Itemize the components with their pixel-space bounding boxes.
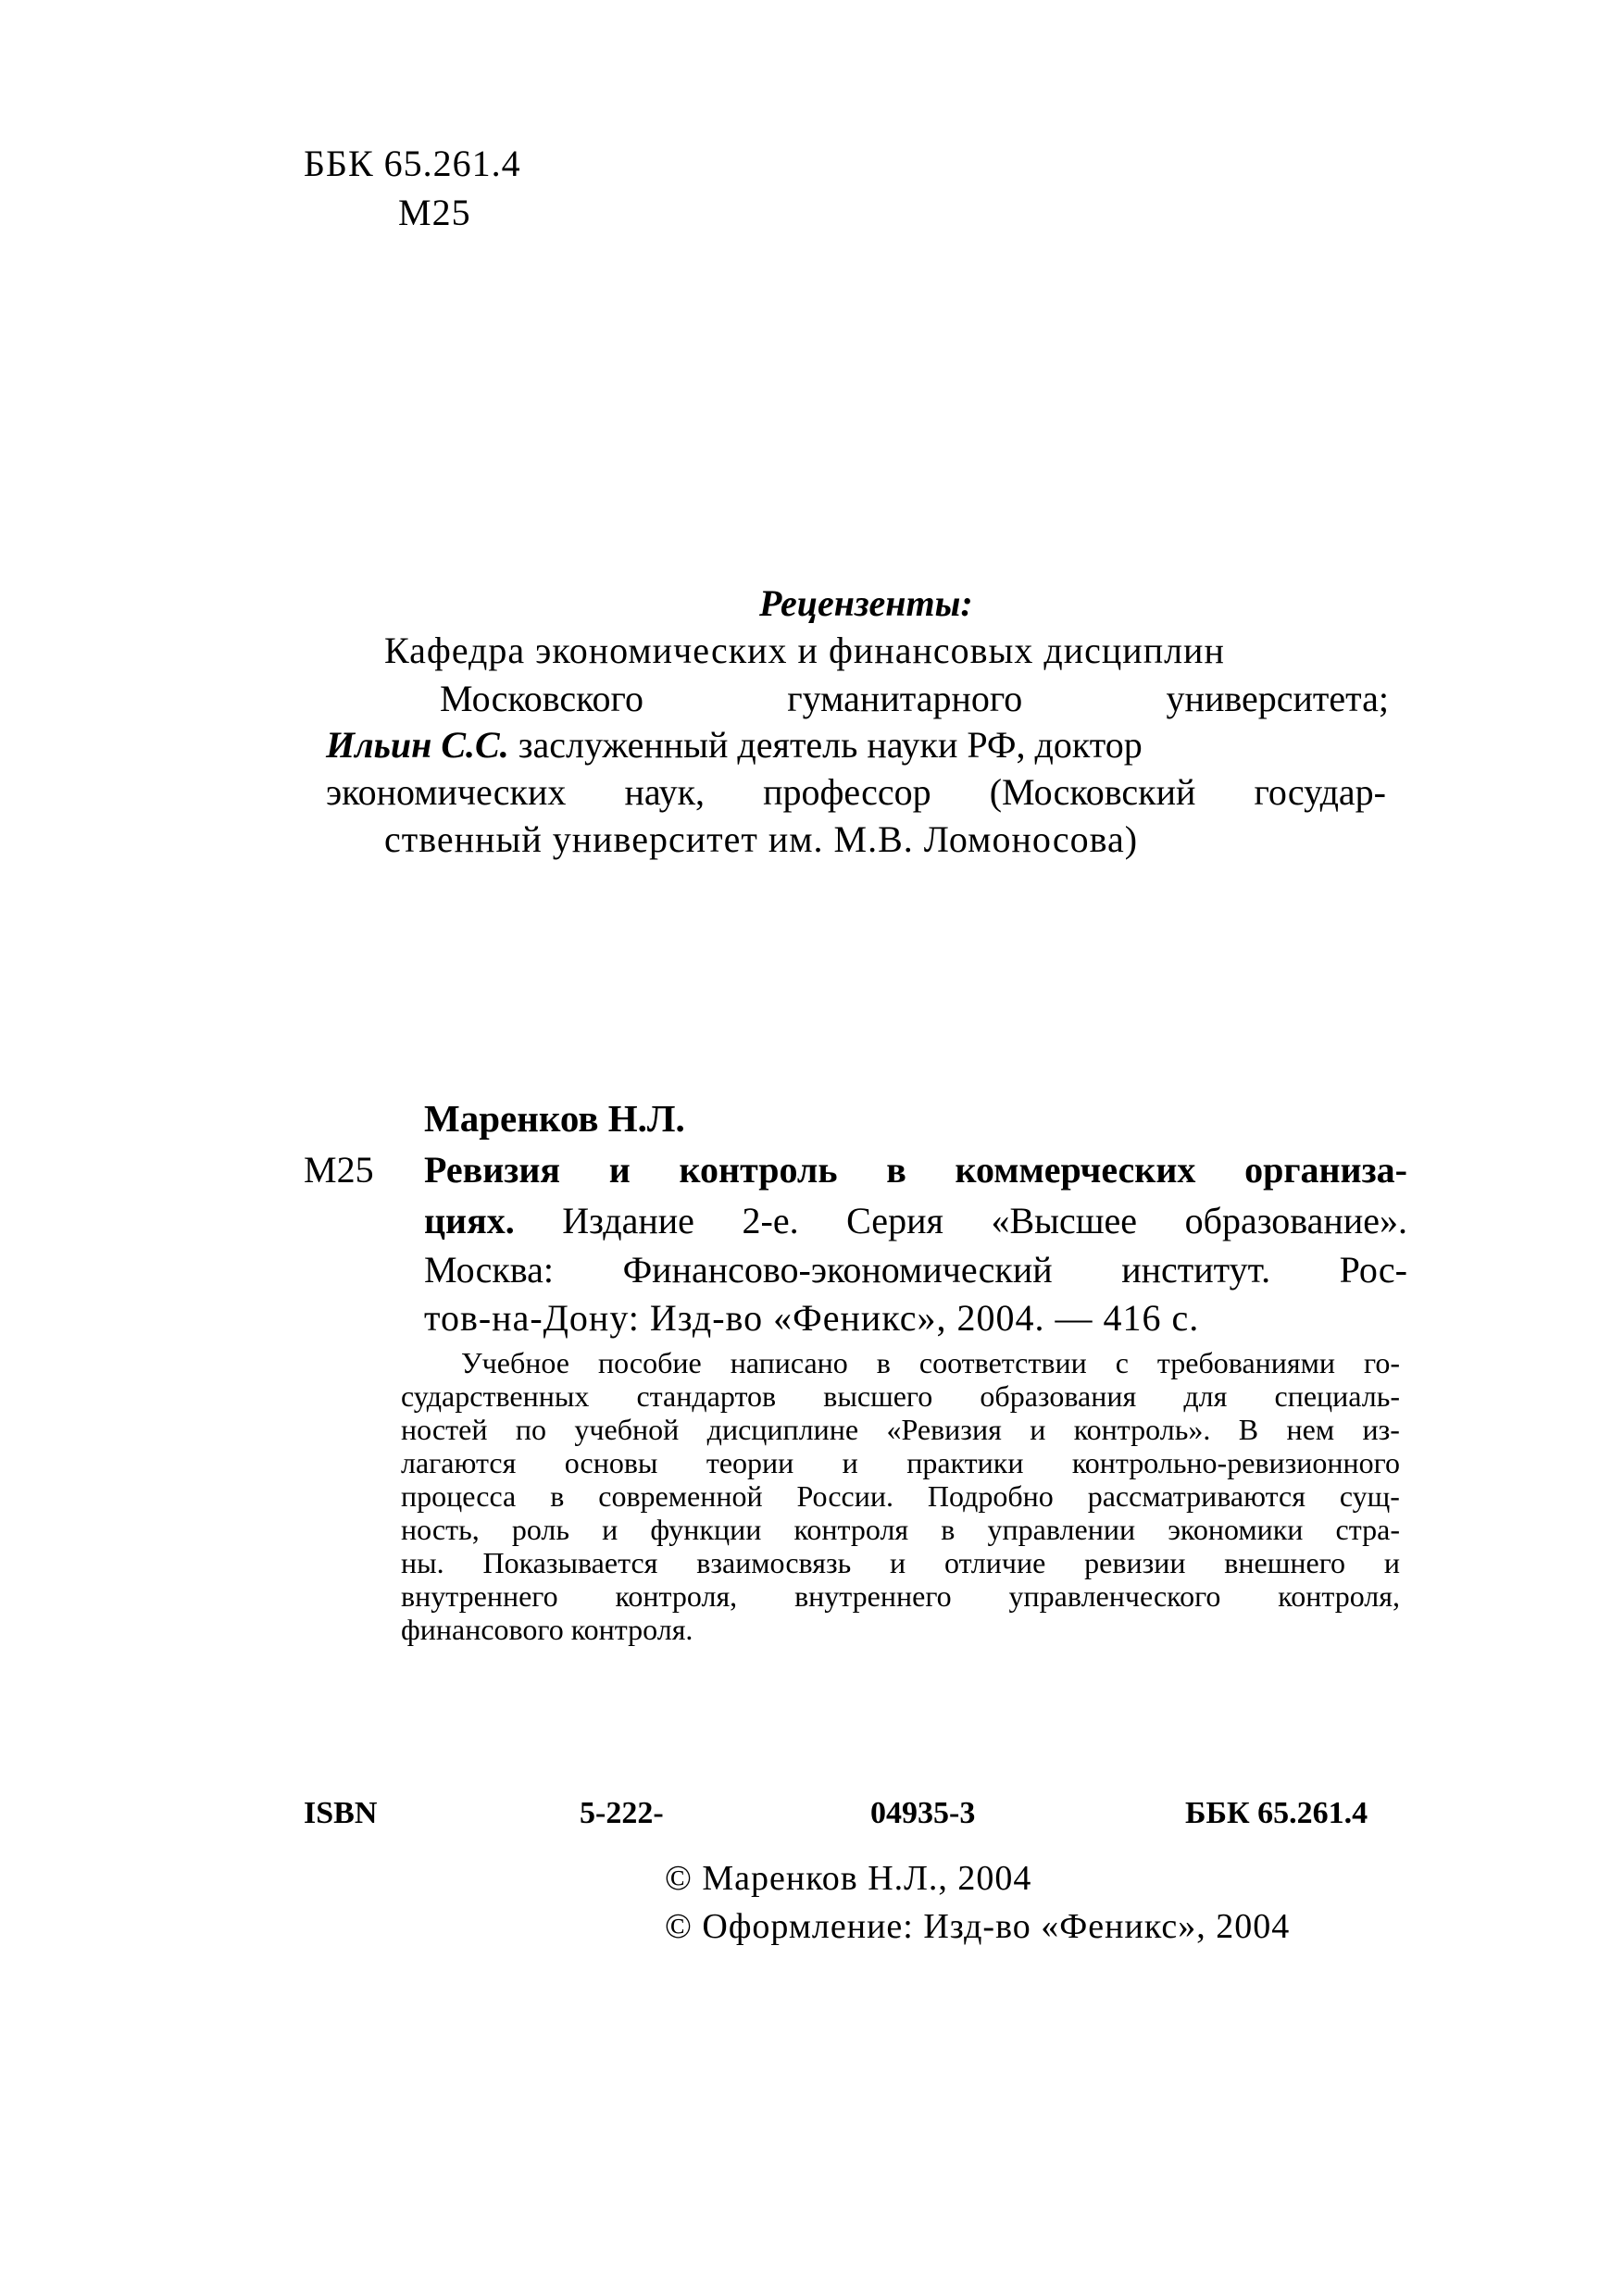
word: Серия: [846, 1200, 943, 1241]
word: организа-: [1244, 1149, 1407, 1191]
reviewers-line-3: [326, 724, 1143, 766]
word: контроль».: [1073, 1413, 1211, 1446]
copyright-design: © Оформление: Изд-во «Феникс», 2004: [665, 1907, 1291, 1946]
word: Издание: [562, 1200, 694, 1241]
annotation-line: [401, 1381, 1400, 1411]
reviewer-name: Ильин С.С.: [326, 724, 509, 766]
annotation-line: [401, 1515, 1400, 1544]
word: профессор: [763, 771, 931, 813]
word: контроля,: [615, 1579, 738, 1613]
annotation-line: финансового контроля.: [401, 1613, 693, 1646]
word: из-: [1362, 1413, 1400, 1446]
word: Финансово-экономический: [622, 1249, 1053, 1291]
isbn-label: ISBN: [304, 1796, 378, 1830]
word: и: [602, 1513, 618, 1546]
word: дисциплине: [706, 1413, 859, 1446]
annotation-line: [401, 1548, 1400, 1578]
word: образования: [980, 1379, 1137, 1413]
word: и: [890, 1546, 906, 1579]
word: Показывается: [482, 1546, 658, 1579]
word: в: [886, 1149, 906, 1191]
isbn-bbk: ББК 65.261.4: [1185, 1796, 1368, 1830]
word: циях.: [424, 1200, 515, 1241]
copyright-author: © Маренков Н.Л., 2004: [665, 1859, 1032, 1898]
book-title-line-1: [424, 1149, 1407, 1191]
reviewers-line-2: [440, 680, 1389, 717]
word: Учебное: [461, 1346, 569, 1379]
word: управленческого: [1008, 1579, 1221, 1613]
word: контроль: [679, 1149, 838, 1191]
word: институт.: [1121, 1249, 1271, 1291]
word: отличие: [944, 1546, 1046, 1579]
reviewers-title: Рецензенты:: [759, 582, 973, 624]
word: образование».: [1184, 1200, 1407, 1241]
isbn-part-1: 5-222-: [580, 1796, 664, 1830]
word: для: [1183, 1379, 1228, 1413]
word: контроля,: [1278, 1579, 1400, 1613]
word: роль: [511, 1513, 569, 1546]
word: внешнего: [1224, 1546, 1346, 1579]
word: контроля: [793, 1513, 909, 1546]
word: коммерческих: [955, 1149, 1196, 1191]
word: и: [842, 1446, 858, 1479]
annotation-line: [401, 1415, 1400, 1444]
word: управлении: [987, 1513, 1136, 1546]
word: 2-е.: [742, 1200, 799, 1241]
word: и: [1030, 1413, 1046, 1446]
word: России.: [796, 1479, 893, 1513]
publisher-line-1: [424, 1249, 1407, 1291]
annotation-line: [401, 1581, 1400, 1611]
word: современной: [598, 1479, 763, 1513]
word: лагаются: [401, 1446, 517, 1479]
word: взаимосвязь: [696, 1546, 852, 1579]
word: высшего: [823, 1379, 933, 1413]
book-title-line-2: [424, 1200, 1407, 1241]
word: в: [941, 1513, 956, 1546]
word: экономических: [326, 771, 567, 813]
word: практики: [906, 1446, 1024, 1479]
word: написано: [730, 1346, 848, 1379]
word: внутреннего: [794, 1579, 952, 1613]
reviewers-line-4: [326, 771, 1386, 813]
word: контрольно-ревизионного: [1071, 1446, 1400, 1479]
word: процесса: [401, 1479, 517, 1513]
word: с: [1115, 1346, 1129, 1379]
annotation-line: [401, 1481, 1400, 1511]
author-mark: М25: [398, 192, 471, 233]
catalog-side-code: М25: [304, 1149, 374, 1191]
word: сущ-: [1339, 1479, 1400, 1513]
word: в: [550, 1479, 565, 1513]
word: ревизии: [1084, 1546, 1186, 1579]
word: стра-: [1335, 1513, 1400, 1546]
word: теории: [706, 1446, 794, 1479]
word: учебной: [574, 1413, 680, 1446]
word: В: [1238, 1413, 1259, 1446]
bbk-index: ББК 65.261.4: [304, 143, 521, 184]
word: ность,: [401, 1513, 480, 1546]
word: специаль-: [1274, 1379, 1400, 1413]
word: в: [876, 1346, 891, 1379]
word: нем: [1286, 1413, 1335, 1446]
annotation-line: [461, 1348, 1400, 1378]
word: университета;: [1166, 678, 1389, 719]
word: наук,: [624, 771, 706, 813]
word: и: [1383, 1546, 1400, 1579]
author-name: Маренков Н.Л.: [424, 1097, 685, 1140]
word: Подробно: [927, 1479, 1054, 1513]
reviewer-title: заслуженный деятель науки РФ, доктор: [508, 724, 1143, 766]
word: ностей: [401, 1413, 488, 1446]
word: ны.: [401, 1546, 444, 1579]
word: рассматриваются: [1087, 1479, 1305, 1513]
word: и: [608, 1149, 631, 1191]
word: сударственных: [401, 1379, 590, 1413]
word: основы: [564, 1446, 658, 1479]
word: «Ревизия: [886, 1413, 1002, 1446]
word: го-: [1363, 1346, 1400, 1379]
word: внутреннего: [401, 1579, 558, 1613]
word: требованиями: [1156, 1346, 1335, 1379]
word: «Высшее: [991, 1200, 1138, 1241]
word: соответствии: [918, 1346, 1087, 1379]
reviewers-line-5: ственный университет им. М.В. Ломоносова): [384, 818, 1139, 860]
reviewers-line-1: Кафедра экономических и финансовых дисциплин: [384, 630, 1225, 671]
word: Москва:: [424, 1249, 554, 1291]
publisher-line-2: тов-на-Дону: Изд-во «Феникс», 2004. — 416 с.: [424, 1297, 1200, 1339]
word: Московского: [440, 678, 643, 719]
word: Ревизия: [424, 1149, 561, 1191]
word: государ-: [1254, 771, 1386, 813]
word: пособие: [597, 1346, 702, 1379]
annotation-line: [401, 1448, 1400, 1478]
word: по: [515, 1413, 546, 1446]
word: стандартов: [636, 1379, 777, 1413]
word: гуманитарного: [787, 678, 1023, 719]
isbn-part-2: 04935-3: [870, 1796, 976, 1830]
word: функции: [650, 1513, 762, 1546]
word: (Московский: [989, 771, 1196, 813]
word: Рос-: [1339, 1249, 1407, 1291]
word: экономики: [1168, 1513, 1304, 1546]
